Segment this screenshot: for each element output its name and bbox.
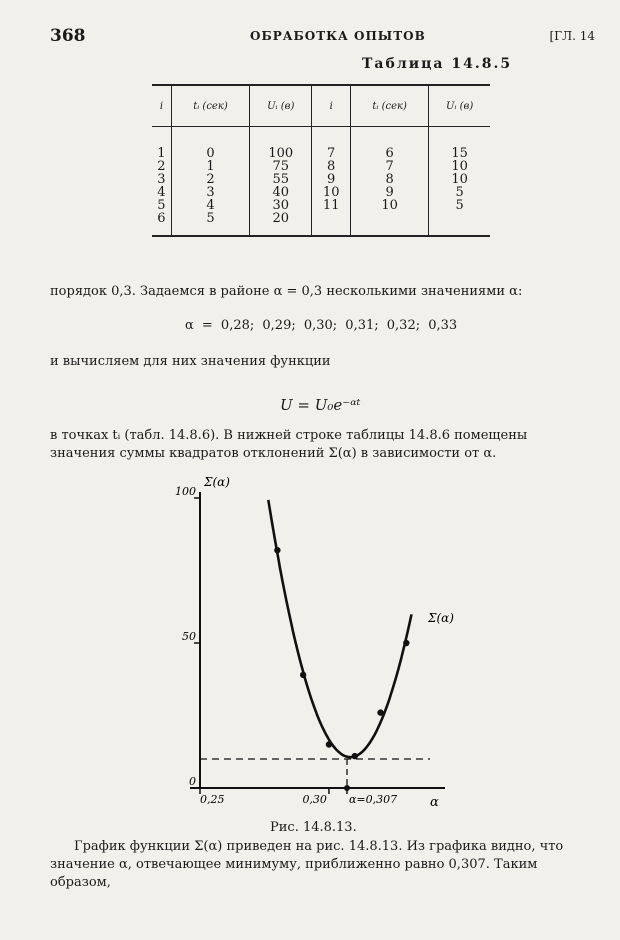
- y-tick-label: 50: [182, 630, 196, 643]
- table-cell: 10: [451, 159, 468, 174]
- col-u-right: [429, 127, 490, 237]
- formula: U = U₀e⁻ᵅᵗ: [280, 396, 361, 414]
- curve-label: Σ(α): [428, 611, 454, 625]
- table-header-row: [152, 85, 490, 127]
- data-point: [326, 741, 332, 747]
- table-cell: 8: [327, 159, 336, 174]
- table-cell: 75: [272, 159, 289, 174]
- table-cell: 3: [157, 172, 166, 187]
- figure-caption: Рис. 14.8.13.: [270, 820, 357, 835]
- y-tick-label: 0: [189, 775, 196, 788]
- table-cell: 40: [272, 185, 289, 200]
- table-cell: 0: [206, 146, 215, 161]
- table-cell: 4: [157, 185, 166, 200]
- table-cell: 7: [385, 159, 394, 174]
- table-cell: 15: [451, 146, 468, 161]
- table-cell: 9: [327, 172, 336, 187]
- col-t-right: [351, 127, 429, 237]
- data-point: [274, 547, 280, 553]
- sigma-curve: [268, 500, 411, 757]
- paragraph-4: График функции Σ(α) приведен на рис. 14.8.13. Из графика видно, что значение α, отвечающее минимуму, приближенно равно 0,307. Таким образом,: [50, 839, 564, 890]
- table-caption: Таблица 14.8.5: [362, 56, 513, 72]
- table-row: [152, 127, 490, 237]
- col-i-left: [152, 127, 171, 237]
- table-cell: 10: [322, 185, 340, 200]
- data-point: [300, 672, 306, 678]
- table-cell: 2: [157, 159, 166, 174]
- table-cell: 1: [157, 146, 166, 161]
- table-cell: 100: [268, 146, 294, 161]
- chapter-label: [ГЛ. 14: [549, 29, 595, 43]
- data-table: [152, 84, 490, 237]
- table-cell: 3: [206, 185, 215, 200]
- table-cell: 11: [322, 198, 340, 213]
- paragraph-3: в точках tᵢ (табл. 14.8.6). В нижней строке таблицы 14.8.6 помещены значения суммы квадратов отклонений Σ(α) в зависимости от α.: [50, 428, 528, 461]
- sigma-chart: [160, 470, 460, 815]
- column-header: tᵢ (сек): [171, 85, 249, 127]
- column-header: i: [152, 85, 171, 127]
- data-point: [352, 753, 358, 759]
- chart-marks: [200, 500, 454, 791]
- table-cell: 10: [451, 172, 468, 187]
- x-tick-label: 0,30: [302, 793, 327, 806]
- page-header: [50, 26, 595, 50]
- data-point: [403, 640, 409, 646]
- table-cell: 5: [206, 211, 215, 226]
- x-axis-label: α: [430, 795, 439, 810]
- table-cell: 55: [272, 172, 289, 187]
- table-cell: 20: [272, 211, 289, 226]
- col-u-left: [250, 127, 312, 237]
- table-cell: 6: [385, 146, 394, 161]
- column-header: Uᵢ (в): [429, 85, 490, 127]
- running-title: ОБРАБОТКА ОПЫТОВ: [250, 29, 426, 43]
- table-cell: 4: [206, 198, 215, 213]
- table-cell: 6: [157, 211, 166, 226]
- column-header: i: [312, 85, 351, 127]
- table-cell: 1: [206, 159, 215, 174]
- y-tick-label: 100: [175, 485, 196, 498]
- table-cell: 5: [455, 185, 464, 200]
- table-cell: 8: [385, 172, 394, 187]
- table-cell: 7: [327, 146, 336, 161]
- table-cell: 10: [381, 198, 398, 213]
- table-cell: 5: [455, 198, 464, 213]
- minimum-marker: [344, 785, 350, 791]
- column-header: tᵢ (сек): [351, 85, 429, 127]
- alpha-values: α = 0,28; 0,29; 0,30; 0,31; 0,32; 0,33: [185, 318, 458, 333]
- table-cell: 5: [157, 198, 166, 213]
- paragraph-1: порядок 0,3. Задаемся в районе α = 0,3 несколькими значениями α:: [50, 284, 523, 299]
- table-cell: 30: [272, 198, 289, 213]
- page-number: 368: [50, 26, 86, 46]
- data-point: [377, 709, 383, 715]
- column-header: Uᵢ (в): [250, 85, 312, 127]
- table-cell: 2: [206, 172, 215, 187]
- y-axis-label: Σ(α): [204, 475, 230, 489]
- col-t-left: [171, 127, 249, 237]
- x-tick-label: α=0,307: [349, 793, 398, 806]
- col-i-right: [312, 127, 351, 237]
- x-tick-label: 0,25: [200, 793, 225, 806]
- paragraph-2: и вычисляем для них значения функции: [50, 354, 331, 369]
- table-cell: 9: [385, 185, 394, 200]
